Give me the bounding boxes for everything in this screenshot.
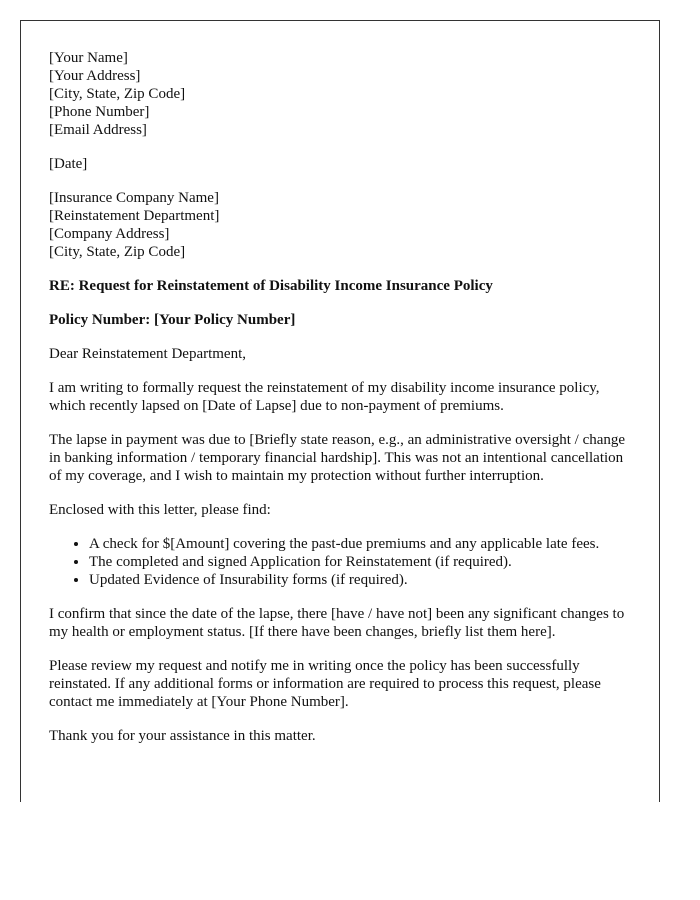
- subject-line: RE: Request for Reinstatement of Disability Income Insurance Policy: [49, 278, 493, 294]
- letter-content: [49, 49, 639, 745]
- letter-date: [Date]: [49, 156, 88, 172]
- list-item: • Updated Evidence of Insurability forms (if required).: [89, 571, 639, 589]
- recipient-street: [Company Address]: [49, 226, 170, 242]
- sender-address: [49, 49, 639, 139]
- list-item: • The completed and signed Application for Reinstatement (if required).: [89, 553, 639, 571]
- recipient-company: [Insurance Company Name]: [49, 190, 219, 206]
- body-paragraph: Please review my request and notify me in writing once the policy has been successfully reinstated. If any additional forms or information are required to process this request, please contact me immediately at [Your Phone Number].: [49, 658, 601, 710]
- list-item: • A check for $[Amount] covering the past-due premiums and any applicable late fees.: [89, 535, 639, 553]
- recipient-department: [Reinstatement Department]: [49, 208, 220, 224]
- body-paragraph: Enclosed with this letter, please find:: [49, 502, 271, 518]
- closing-thanks: Thank you for your assistance in this matter.: [49, 728, 316, 744]
- letter-page: [20, 20, 660, 802]
- sender-email: [Email Address]: [49, 122, 147, 138]
- body-paragraph: I confirm that since the date of the lapse, there [have / have not] been any significant changes to my health or employment status. [If there have been changes, briefly list them here].: [49, 606, 625, 640]
- sender-city: [City, State, Zip Code]: [49, 86, 186, 102]
- enclosures-list: [49, 535, 639, 589]
- sender-phone: [Phone Number]: [49, 104, 150, 120]
- recipient-city: [City, State, Zip Code]: [49, 244, 186, 260]
- recipient-address: [49, 189, 639, 261]
- body-paragraph: I am writing to formally request the reinstatement of my disability income insurance policy, which recently lapsed on [Date of Lapse] due to non-payment of premiums.: [49, 380, 600, 414]
- salutation: Dear Reinstatement Department,: [49, 346, 247, 362]
- sender-street: [Your Address]: [49, 68, 141, 84]
- body-paragraph: The lapse in payment was due to [Briefly state reason, e.g., an administrative oversight / change in banking information / temporary financial hardship]. This was not an intentional cancellation of my coverage, and I wish to maintain my protection without further interruption.: [49, 432, 626, 484]
- policy-number: Policy Number: [Your Policy Number]: [49, 312, 296, 328]
- sender-name: [Your Name]: [49, 50, 128, 66]
